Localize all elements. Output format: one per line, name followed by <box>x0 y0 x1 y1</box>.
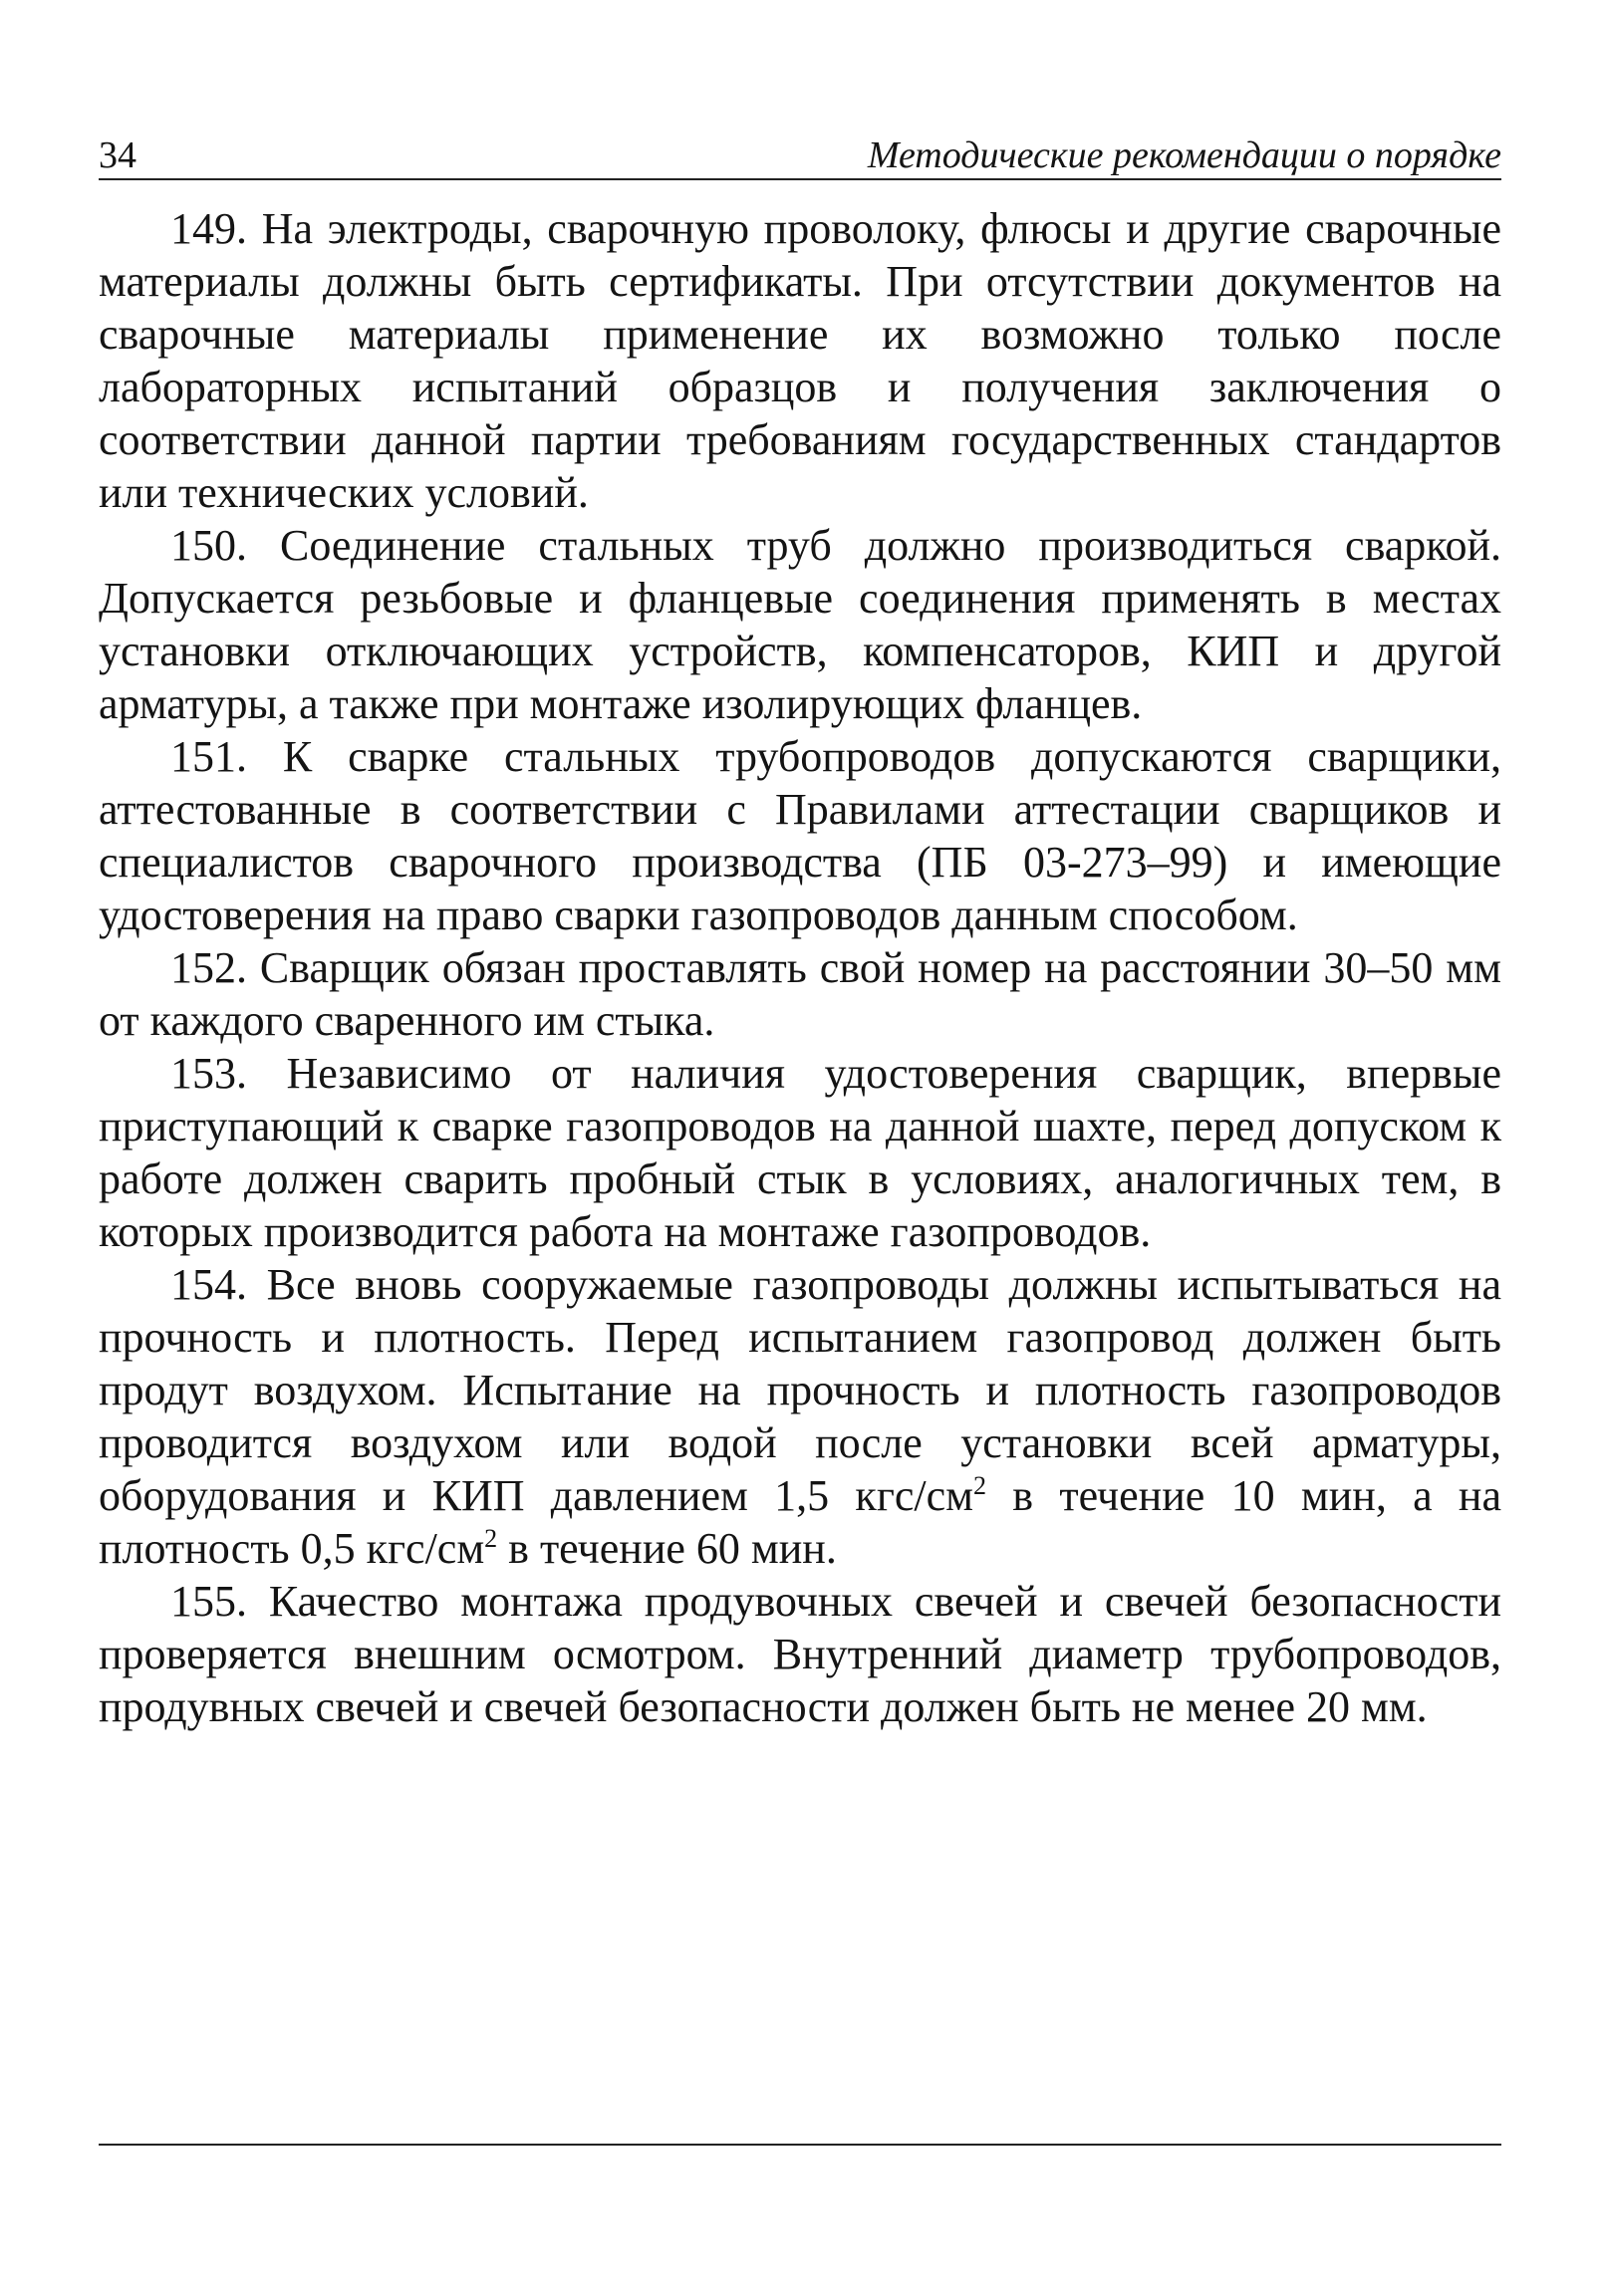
paragraph-153 <box>99 1047 1501 1258</box>
footer-rule <box>99 2144 1501 2146</box>
running-header <box>99 125 1501 180</box>
paragraph-text: в течение 60 мин. <box>497 1524 837 1573</box>
page <box>99 125 1501 1733</box>
paragraph-text: На электроды, сварочную проволоку, флюсы и другие сварочные материалы должны быть сертификаты. При отсутствии документов на сварочные материалы применение их возможно только после лабораторных испытаний образцов и получения заключения о соответствии данной партии требованиям государственных стандартов или технических условий. <box>99 204 1501 517</box>
paragraph-150 <box>99 519 1501 730</box>
paragraph-text: Качество монтажа продувочных свечей и свечей безопасности проверяется внешним осмотром. Внутренний диаметр трубопроводов, продувных свечей и свечей безопасности должен быть не менее 20 мм. <box>99 1577 1501 1731</box>
paragraph-number: 153. <box>170 1049 247 1098</box>
page-number: 34 <box>99 134 136 176</box>
paragraph-number: 150. <box>170 521 247 570</box>
paragraph-number: 154. <box>170 1260 247 1309</box>
superscript: 2 <box>484 1524 498 1553</box>
paragraph-151 <box>99 730 1501 941</box>
paragraph-154 <box>99 1258 1501 1575</box>
running-title: Методические рекомендации о порядке <box>867 134 1501 176</box>
paragraph-149 <box>99 202 1501 519</box>
paragraph-152 <box>99 941 1501 1047</box>
paragraph-number: 151. <box>170 732 247 781</box>
paragraph-text: Независимо от наличия удостоверения сварщик, впервые приступающий к сварке газопроводов на данной шахте, перед допуском к работе должен сварить пробный стык в условиях, аналогичных тем, в которых производится работа на монтаже газопроводов. <box>99 1049 1501 1256</box>
superscript: 2 <box>973 1471 986 1500</box>
paragraph-text: Сварщик обязан проставлять свой номер на расстоянии 30–50 мм от каждого сваренного им стыка. <box>99 943 1501 1045</box>
paragraph-text: Все вновь сооружаемые газопроводы должны испытываться на прочность и плотность. Перед испытанием газопровод должен быть продут воздухом. Испытание на прочность и плотность газопроводов проводится воздухом или водой после установки всей арматуры, оборудования и КИП давлением 1,5 кгс/см <box>99 1260 1501 1520</box>
paragraph-text: К сварке стальных трубопроводов допускаются сварщики, аттестованные в соответствии с Правилами аттестации сварщиков и специалистов сварочного производства (ПБ 03-273–99) и имеющие удостоверения на право сварки газопроводов данным способом. <box>99 732 1501 939</box>
paragraph-text: в течение 10 мин, а на плотность 0,5 кгс/см <box>99 1471 1502 1573</box>
body-text <box>99 202 1501 1733</box>
paragraph-155 <box>99 1575 1501 1733</box>
paragraph-number: 149. <box>170 204 247 253</box>
paragraph-number: 152. <box>170 943 247 992</box>
paragraph-text: Соединение стальных труб должно производиться сваркой. Допускается резьбовые и фланцевые соединения применять в местах установки отключающих устройств, компенсаторов, КИП и другой арматуры, а также при монтаже изолирующих фланцев. <box>99 521 1501 728</box>
paragraph-number: 155. <box>170 1577 247 1626</box>
